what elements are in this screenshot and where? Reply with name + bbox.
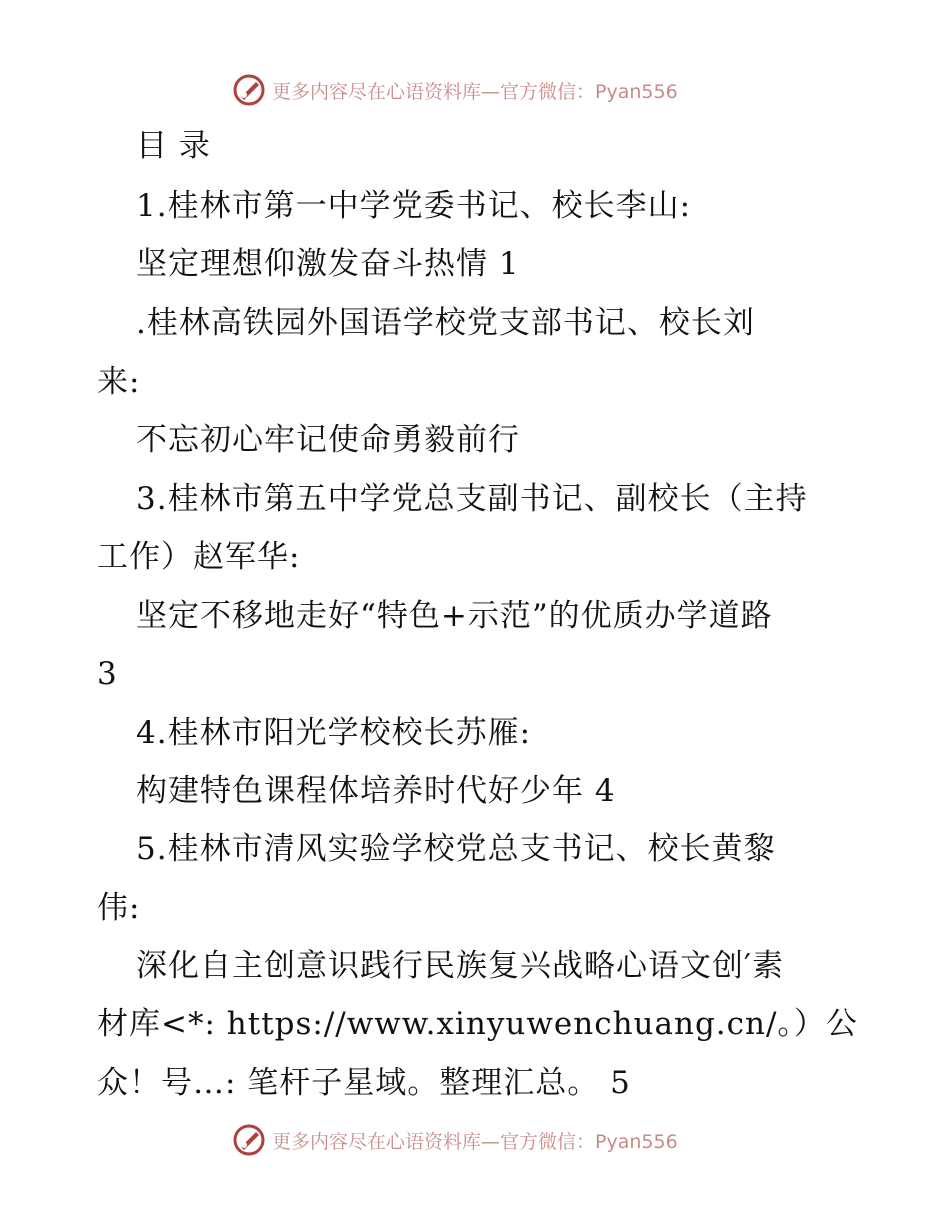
- toc-entry-3-title-cont: 工作）赵军华:: [97, 539, 301, 575]
- toc-entry-5-subtitle-cont: 材库<*: https://www.xinyuwenchuang.cn/。）公: [97, 1006, 858, 1042]
- toc-entry-3-page: 3: [97, 656, 118, 692]
- toc-entry-2-subtitle: 不忘初心牢记使命勇毅前行: [136, 422, 520, 458]
- header-watermark: [232, 70, 678, 110]
- toc-entry-2-title: .桂林高铁园外国语学校党支部书记、校长刘: [136, 305, 755, 341]
- toc-entry-3-title: 3.桂林市第五中学党总支副书记、副校长（主持: [136, 481, 808, 517]
- pen-seal-logo-icon: [232, 1123, 266, 1157]
- toc-entry-4-subtitle: 构建特色课程体培养时代好少年 4: [136, 773, 616, 809]
- toc-heading: 目 录: [136, 128, 211, 164]
- toc-entry-3-subtitle: 坚定不移地走好“特色+示范”的优质办学道路: [136, 598, 773, 634]
- toc-entry-4-title: 4.桂林市阳光学校校长苏雁:: [136, 715, 532, 751]
- pen-seal-logo-icon: [232, 73, 266, 107]
- toc-entry-1-title: 1.桂林市第一中学党委书记、校长李山:: [136, 188, 692, 224]
- watermark-text: 更多内容尽在心语资料库—官方微信：Pyan556: [272, 80, 678, 103]
- toc-entry-1-subtitle: 坚定理想仰激发奋斗热情 1: [136, 246, 520, 282]
- toc-entry-5-title-cont: 伟:: [97, 890, 141, 926]
- watermark-text: 更多内容尽在心语资料库—官方微信：Pyan556: [272, 1130, 678, 1153]
- toc-entry-5-title: 5.桂林市清风实验学校党总支书记、校长黄黎: [136, 831, 776, 867]
- toc-entry-5-subtitle-end: 众！号…: 笔杆子星域。整理汇总。 5: [97, 1065, 631, 1101]
- footer-watermark: [232, 1120, 678, 1160]
- toc-entry-2-title-cont: 来:: [97, 364, 141, 400]
- toc-entry-5-subtitle: 深化自主创意识践行民族复兴战略心语文创′素: [136, 948, 785, 984]
